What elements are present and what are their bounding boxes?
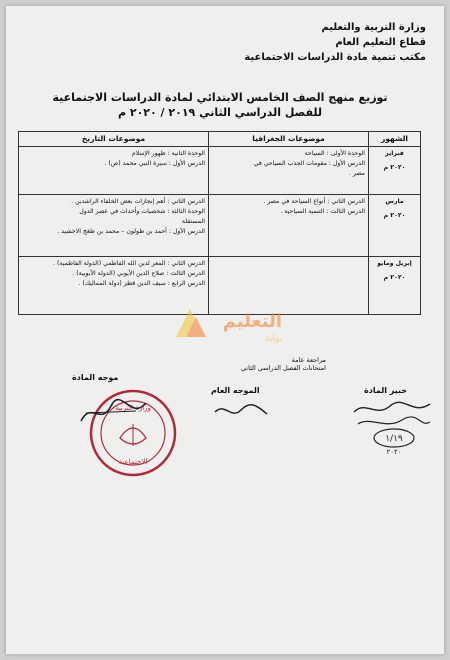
title-line-1: توزيع منهج الصف الخامس الابتدائي لمادة الدراسات الاجتماعية [52,91,388,104]
month-name: إبريل ومايو [377,260,412,267]
month-cell [369,195,421,257]
term-exams: امتحانات الفصل الدراسي الثاني [240,364,326,372]
expert-date: ١/١٩ [385,434,403,444]
table-header-row [19,132,421,147]
header-geography: موضوعات الجغرافيا [209,132,369,147]
general-inspector-label: الموجه العام [211,386,260,395]
table-row [19,195,421,257]
history-line: الوحدة الثالثة : شخصيات وأحداث في عصر الدول [79,208,205,215]
month-cell [369,147,421,195]
geography-line: الدرس الثالث : التنمية السياحية . [280,208,365,215]
history-cell [19,147,209,195]
month-cell [369,257,421,315]
geography-line: الوحدة الأولى : السياحة [304,150,365,157]
geography-line: مصر . [348,170,365,177]
expert-year: ٢٠٢٠ [386,448,402,456]
general-inspector-signature [211,398,271,422]
title-line-2: للفصل الدراسي الثاني ٢٠١٩ / ٢٠٢٠ م [117,106,323,119]
stamp-top-text: وزارة التربية [115,404,151,412]
geography-cell [209,195,369,257]
history-cell [19,195,209,257]
history-line: المستقلة [181,218,205,225]
history-line: الدرس الثاني : المعز لدين الله الفاطمي (الدولة الفاطمية) . [53,260,205,267]
expert-signature [346,398,436,458]
month-year: ٢٠٢٠ م [383,164,406,171]
curriculum-table [18,131,421,315]
sector-name: قطاع التعليم العام [335,37,426,48]
history-line: الدرس الرابع : سيف الدين قطز (دولة المماليك) . [78,280,205,287]
history-line: الدرس الثالث : صلاح الدين الأيوبي (الدولة الأيوبية) . [72,270,205,277]
history-line: الدرس الأول : أحمد بن طولون – محمد بن طغج الاخشيد . [57,228,205,235]
document-page [6,6,444,654]
ministry-name: وزارة التربية والتعليم [321,22,426,33]
end-of-term-notes [156,356,326,372]
history-line: الدرس الأول : سيرة النبي محمد (ص) . [104,160,205,167]
subject-expert-label: خبير المادة [364,386,407,395]
issuing-authority [226,20,426,65]
month-name: مارس [385,198,404,205]
watermark-logo [164,299,294,347]
general-review: مراجعة عامة [291,356,326,364]
watermark-main-text: التعليم [222,311,282,332]
month-year: ٢٠٢٠ م [383,274,406,281]
month-name: فبراير [385,150,404,157]
office-name: مكتب تنمية مادة الدراسات الاجتماعية [244,52,426,63]
watermark-sub-text: بوابة [265,334,282,344]
table-row [19,147,421,195]
director-signature [76,391,156,431]
header-month: الشهور [369,132,421,147]
geography-line: الدرس الثاني : أنواع السياحة في مصر . [263,198,365,205]
subject-director-label: موجه المادة [72,373,119,382]
history-line: الدرس الثاني : أهم إنجازات بعض الخلفاء الراشدين . [71,198,205,205]
document-title [46,90,394,120]
geography-cell [209,147,369,195]
history-line: الوحدة الثانية : ظهور الإسلام [131,150,205,157]
header-history: موضوعات التاريخ [19,132,209,147]
geography-line: الدرس الأول : مقومات الجذب السياحي في [253,160,365,167]
stamp-bottom-text: الاجتماعية [118,458,148,466]
month-year: ٢٠٢٠ م [383,212,406,219]
